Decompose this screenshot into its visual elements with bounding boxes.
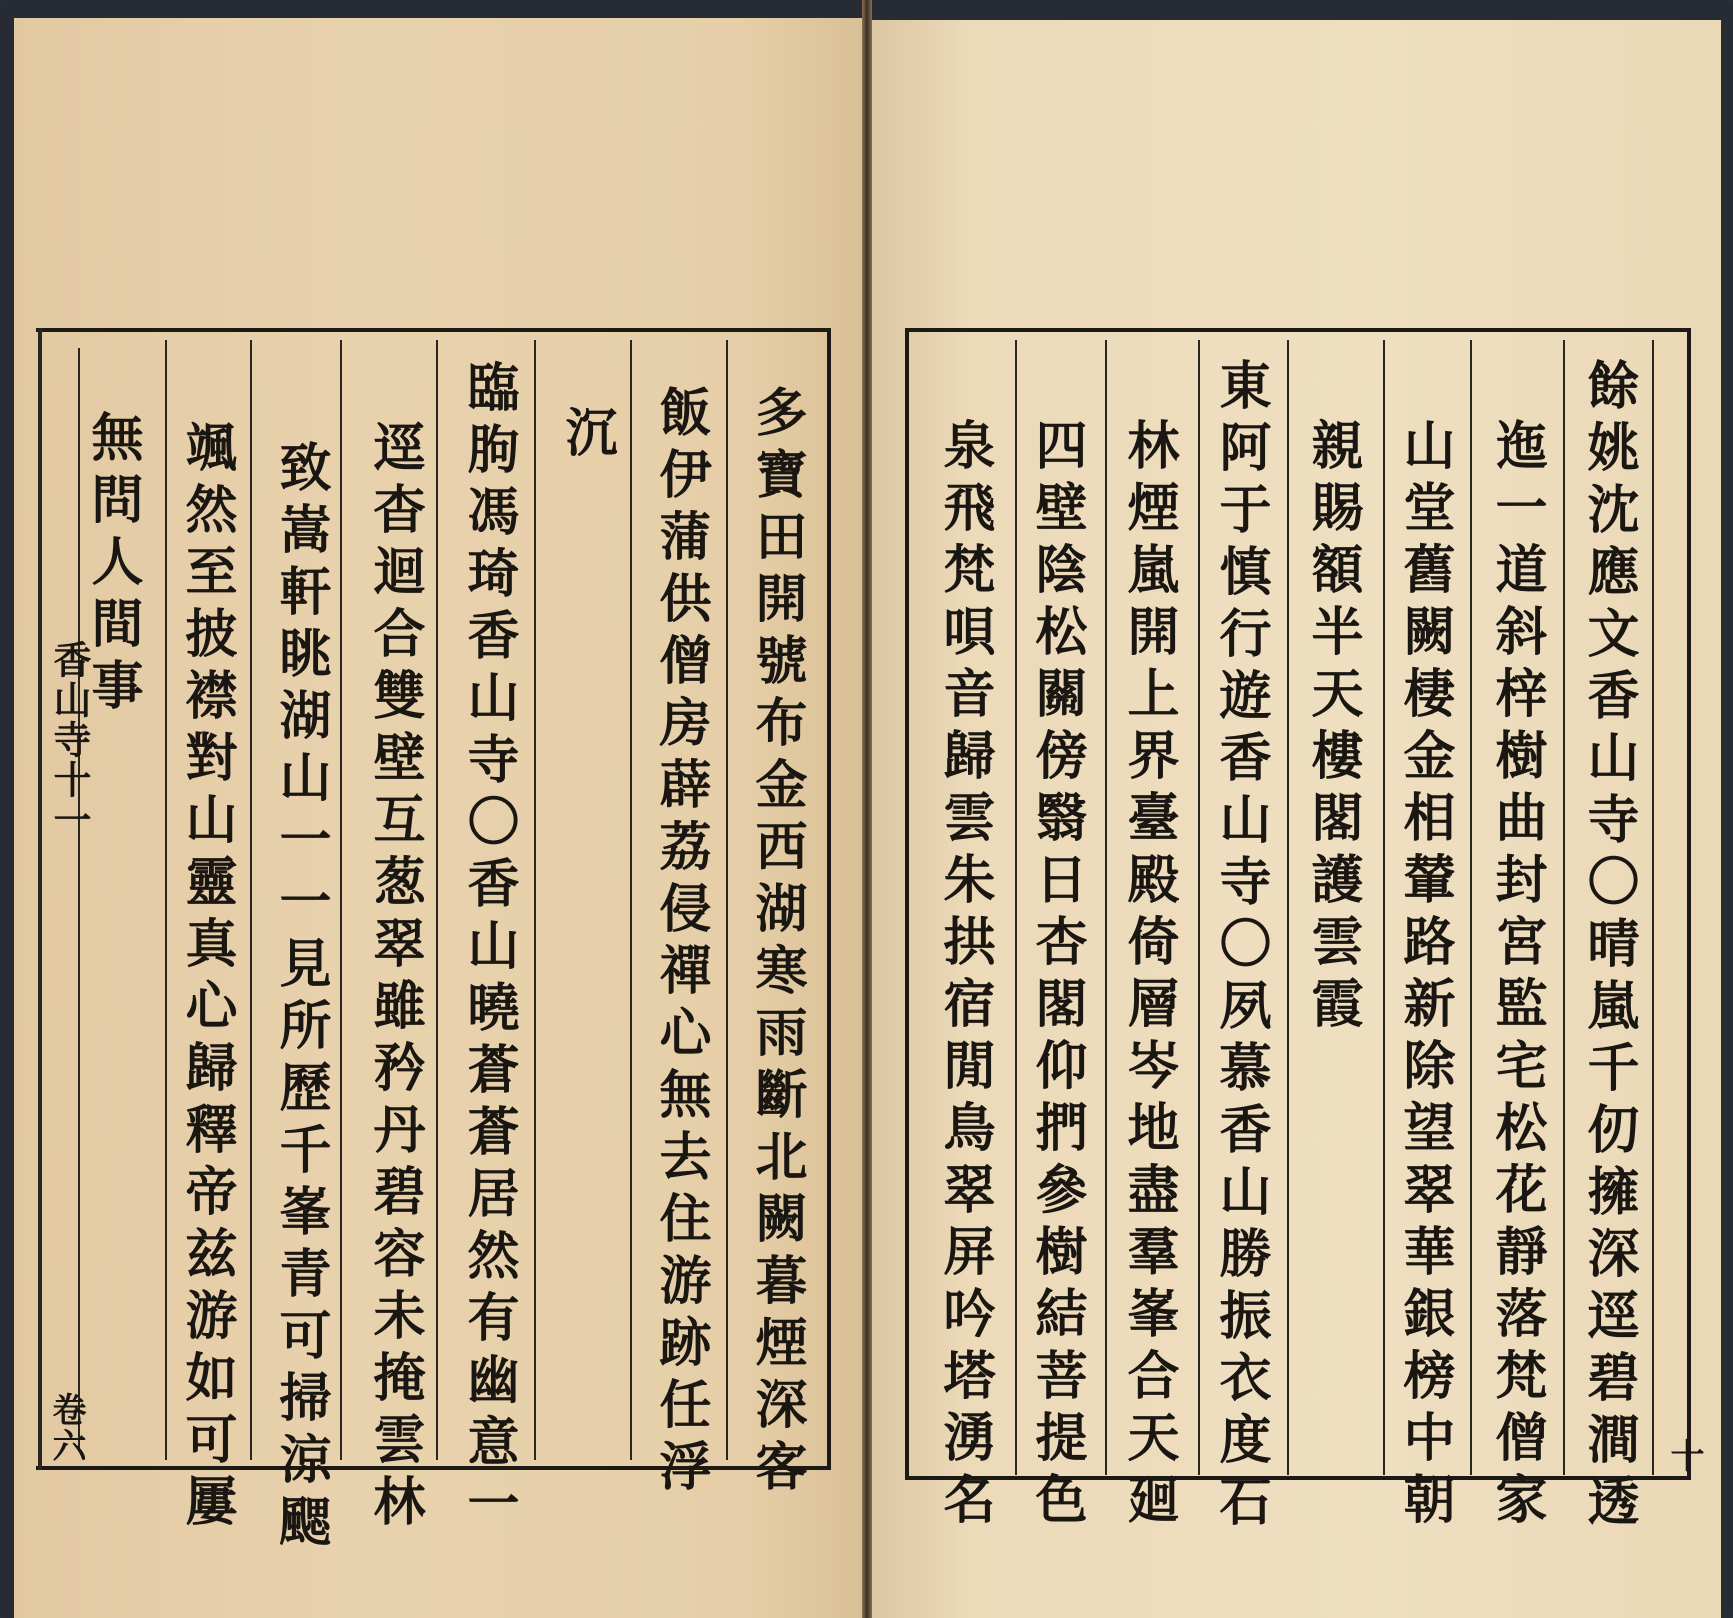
text-column: 四壁陰松關傍翳日杏閣仰捫參樹結菩提色	[1026, 418, 1087, 1534]
left-text-frame	[36, 328, 831, 1470]
column-divider	[1105, 340, 1107, 1475]
text-column: 迤一道斜梓樹曲封宮監宅松花靜落梵僧家	[1486, 418, 1547, 1534]
left-margin-rule	[38, 328, 42, 1470]
column-divider	[630, 340, 632, 1460]
text-column: 山堂舊闕棲金相輦路新除望翠華銀榜中朝	[1394, 418, 1455, 1534]
text-column: 林煙嵐開上界臺殿倚層岑地盡羣峯合天廻	[1118, 418, 1179, 1534]
column-divider	[1015, 340, 1017, 1475]
right-margin-rule-inner	[1652, 340, 1654, 1475]
text-column: 致嵩軒眺湖山一一見所歷千峯青可掃涼颸	[270, 440, 331, 1556]
left-margin-volume: 卷六	[46, 1392, 86, 1464]
column-divider	[1470, 340, 1472, 1475]
text-column: 無問人間事	[82, 410, 143, 720]
text-column: 臨朐馮琦香山寺〇香山曉蒼蒼居然有幽意一	[458, 360, 519, 1538]
text-column: 東阿于慎行遊香山寺〇夙慕香山勝振衣度石	[1210, 358, 1271, 1536]
column-divider	[250, 340, 252, 1460]
column-divider	[1563, 340, 1565, 1475]
right-text-frame	[905, 328, 1691, 1480]
left-margin-title: 香山寺十一	[47, 640, 92, 840]
column-divider	[436, 340, 438, 1460]
text-column: 親賜額半天樓閣護雲霞	[1302, 418, 1363, 1038]
text-column: 逕杳迴合雙壁互葱翠雖矜丹碧容未掩雲林	[364, 420, 425, 1536]
column-divider	[340, 340, 342, 1460]
column-divider	[726, 340, 728, 1460]
column-divider	[534, 340, 536, 1460]
text-column: 飯伊蒲供僧房薜荔侵禪心無去住游跡任浮	[650, 385, 711, 1501]
right-margin-leaf-number: 十	[1664, 1438, 1704, 1472]
text-column: 颯然至披襟對山靈真心歸釋帝兹游如可屢	[176, 420, 237, 1536]
left-margin-rule-inner	[78, 348, 80, 1448]
text-column: 泉飛梵唄音歸雲朱拱宿閒鳥翠屏吟塔湧名	[934, 418, 995, 1534]
text-column: 沉	[556, 405, 617, 467]
text-column: 餘姚沈應文香山寺〇晴嵐千仞擁深逕碧澗透	[1578, 358, 1639, 1536]
column-divider	[1383, 340, 1385, 1475]
text-column: 多寶田開號布金西湖寒雨斷北闕暮煙深客	[746, 385, 807, 1501]
column-divider	[1198, 340, 1200, 1475]
column-divider	[1287, 340, 1289, 1475]
column-divider	[165, 340, 167, 1460]
book-gutter	[862, 0, 872, 1618]
